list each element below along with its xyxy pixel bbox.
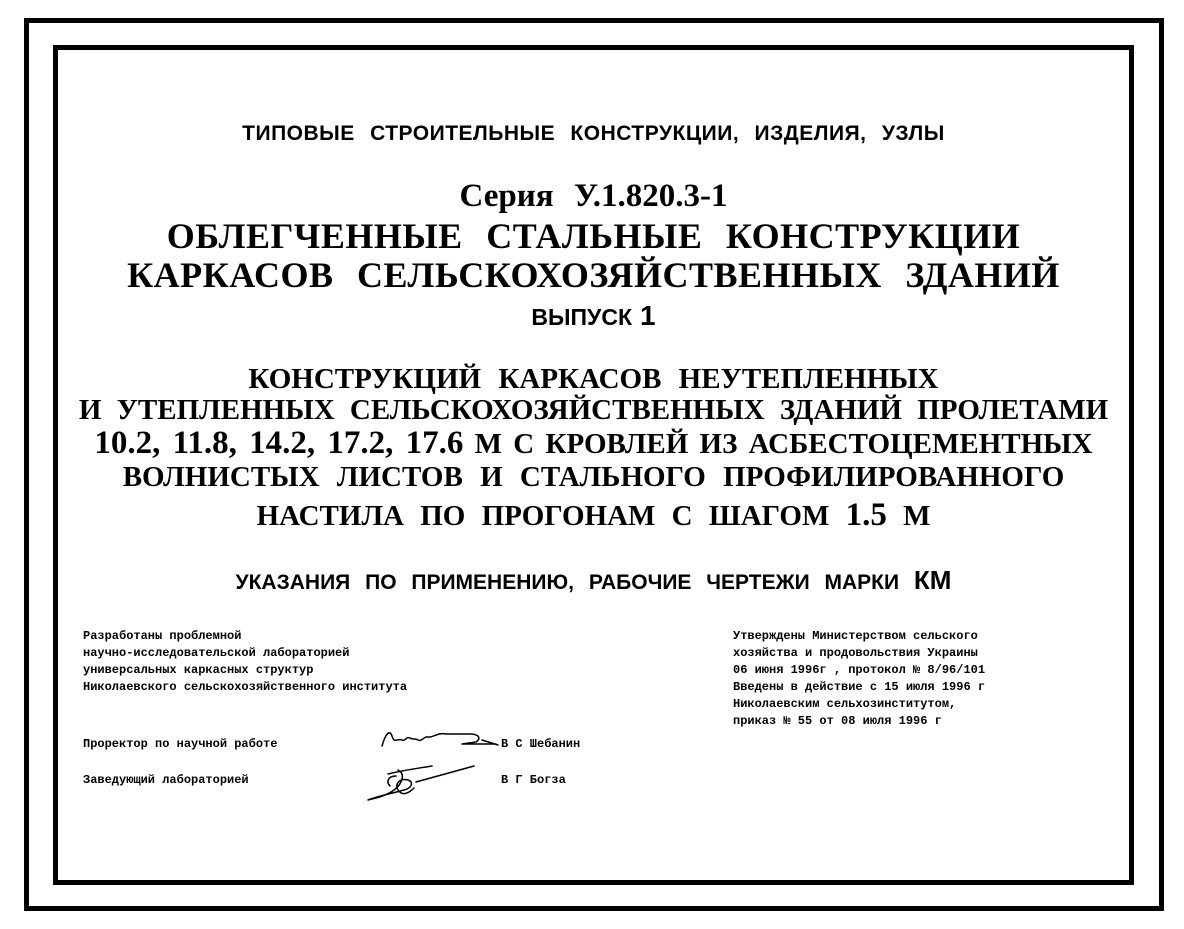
main-title-line-2: КАРКАСОВ СЕЛЬСКОХОЗЯЙСТВЕННЫХ ЗДАНИЙ: [127, 255, 1060, 295]
main-title-line-1: ОБЛЕГЧЕННЫЕ СТАЛЬНЫЕ КОНСТРУКЦИИ: [166, 216, 1021, 256]
signatory-name-1: В С Шебанин: [501, 737, 581, 751]
series-title: Серия У.1.820.3-1: [459, 178, 728, 214]
issue-number: 1: [640, 300, 656, 331]
standard-header: ТИПОВЫЕ СТРОИТЕЛЬНЫЕ КОНСТРУКЦИИ, ИЗДЕЛИЯ, УЗЛЫ: [242, 122, 945, 145]
issue-label: ВЫПУСК: [531, 304, 633, 330]
drawing-mark: КМ: [913, 565, 952, 595]
description-line-5-text: НАСТИЛА ПО ПРОГОНАМ С ШАГОМ: [256, 500, 830, 532]
approval-line: приказ № 55 от 08 июля 1996 г: [733, 714, 942, 728]
signatory-role-2: Заведующий лабораторией: [83, 773, 249, 787]
signatory-role-1: Проректор по научной работе: [83, 737, 278, 751]
approval-line: Николаевским сельхозинститутом,: [733, 697, 957, 711]
description-line-2: И УТЕПЛЕННЫХ СЕЛЬСКОХОЗЯЙСТВЕННЫХ ЗДАНИЙ ПРОЛЕТАМИ: [78, 394, 1109, 426]
approval-line: Введены в действие с 15 июля 1996 г: [733, 680, 986, 694]
developed-by-line: научно-исследовательской лабораторией: [83, 646, 350, 660]
developed-by-line: Разработаны проблемной: [83, 629, 242, 643]
span-values: 10.2, 11.8, 14.2, 17.2, 17.6: [94, 425, 464, 461]
developed-by-line: Николаевского сельскохозяйственного института: [83, 680, 408, 694]
description-line-5: [53, 497, 1134, 534]
instructions-text: УКАЗАНИЯ ПО ПРИМЕНЕНИЮ, РАБОЧИЕ ЧЕРТЕЖИ МАРКИ: [235, 571, 900, 594]
instructions-line: [53, 565, 1134, 596]
approval-line: 06 июня 1996г , протокол № 8/96/101: [733, 663, 986, 677]
developed-by-block: [83, 628, 407, 696]
approval-block: [733, 628, 985, 730]
description-line-3: [53, 425, 1134, 462]
developed-by-line: универсальных каркасных структур: [83, 663, 314, 677]
signature-2: [360, 760, 478, 806]
step-unit: М: [903, 500, 931, 532]
issue-heading: [53, 300, 1134, 332]
description-line-4: ВОЛНИСТЫХ ЛИСТОВ И СТАЛЬНОГО ПРОФИЛИРОВАННОГО: [122, 461, 1065, 493]
approval-line: Утверждены Министерством сельского: [733, 629, 978, 643]
description-line-1: КОНСТРУКЦИЙ КАРКАСОВ НЕУТЕПЛЕННЫХ: [248, 363, 939, 395]
step-value: 1.5: [845, 497, 887, 533]
description-line-3-rest: М С КРОВЛЕЙ ИЗ АСБЕСТОЦЕМЕНТНЫХ: [474, 428, 1093, 460]
signature-1: [378, 726, 504, 752]
approval-line: хозяйства и продовольствия Украины: [733, 646, 978, 660]
signatory-name-2: В Г Богза: [501, 773, 566, 787]
